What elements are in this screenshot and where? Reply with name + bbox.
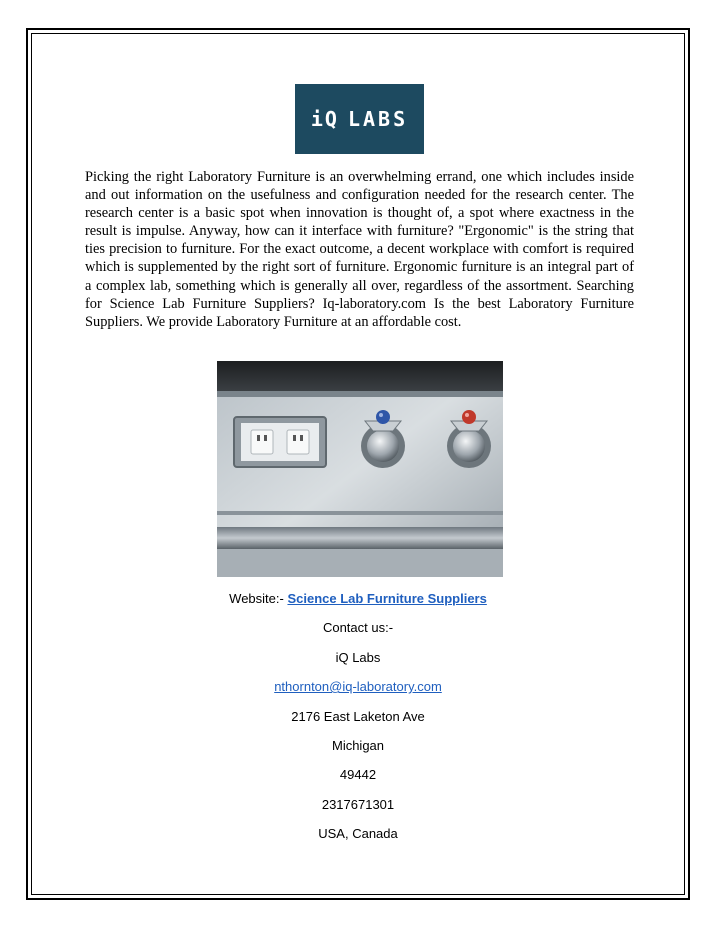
street-address: 2176 East Laketon Ave — [291, 709, 425, 724]
phone-number: 2317671301 — [321, 797, 395, 812]
logo-labs-text: LABS — [347, 107, 409, 131]
lab-fixtures-photo — [217, 361, 503, 577]
email-link[interactable]: nthornton@iq-laboratory.com — [274, 679, 442, 694]
lab-fixtures-illustration — [217, 361, 503, 577]
contact-label: Contact us:- — [322, 620, 394, 635]
email-line — [31, 679, 685, 694]
website-label: Website:- — [229, 591, 284, 606]
website-line — [31, 591, 685, 606]
country: USA, Canada — [318, 826, 398, 841]
logo-iq-text: iQ — [310, 107, 339, 131]
iq-labs-logo — [295, 84, 424, 154]
zip-code: 49442 — [339, 767, 377, 782]
company-name: iQ Labs — [335, 650, 381, 665]
intro-paragraph: Picking the right Laboratory Furniture is an overwhelming errand, one which includes inside and out information on the usefulness and configuration needed for the research center. The research center is a basic spot when innovation is thought of, a spot where exactness in the result is impulse. Anyway, how can it interface with furniture? "Ergonomic" is the string that ties precision to furniture. For the exact outcome, a decent workplace with comfort is required which is supplemented by the right sort of furniture. Ergonomic furniture is an integral part of a complex lab, something which is generally all over, regardless of the assortment. Searching for Science Lab Furniture Suppliers? Iq-laboratory.com Is the best Laboratory Furniture Suppliers. We provide Laboratory Furniture at an affordable cost. — [85, 169, 634, 330]
website-link[interactable]: Science Lab Furniture Suppliers — [287, 591, 487, 606]
state: Michigan — [331, 738, 385, 753]
